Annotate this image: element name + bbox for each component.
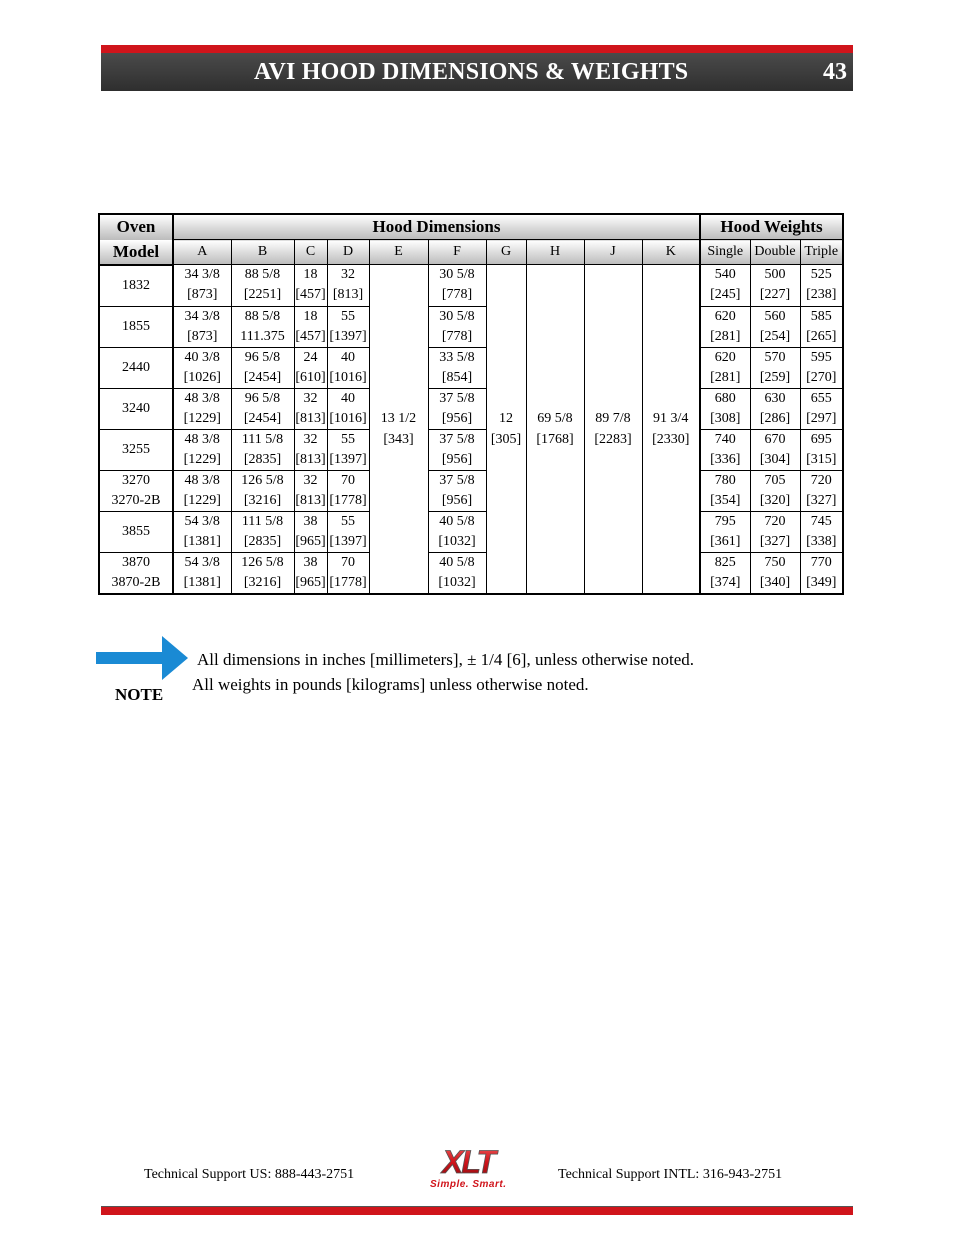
dim-cell-d: 32 [813] (327, 265, 369, 307)
table-row (99, 306, 843, 347)
dim-col-header: G (486, 240, 526, 265)
dim-cell-b: 96 5/8 [2454] (231, 347, 294, 388)
dim-cell-b: 126 5/8 [3216] (231, 470, 294, 511)
dim-cell-b: 111 5/8 [2835] (231, 429, 294, 470)
model-header-line2: Model (99, 240, 173, 265)
weight-cell-triple: 585 [265] (800, 306, 843, 347)
weight-cell-double: 750 [340] (750, 552, 800, 594)
dim-cell-a: 54 3/8 [1381] (173, 511, 231, 552)
weight-cell-triple: 720 [327] (800, 470, 843, 511)
weight-cell-single: 620 [281] (700, 306, 750, 347)
dim-cell-f: 40 5/8 [1032] (428, 552, 486, 594)
dim-cell-b: 111 5/8 [2835] (231, 511, 294, 552)
dim-cell-c: 18 [457] (294, 306, 327, 347)
dim-cell-f: 37 5/8 [956] (428, 429, 486, 470)
hood-weights-header: Hood Weights (700, 214, 843, 240)
dim-cell-g: 12 [305] (486, 265, 526, 594)
dim-cell-b: 88 5/8 111.375 (231, 306, 294, 347)
dim-col-header: A (173, 240, 231, 265)
dim-cell-a: 48 3/8 [1229] (173, 429, 231, 470)
dim-cell-d: 55 [1397] (327, 511, 369, 552)
weight-cell-triple: 695 [315] (800, 429, 843, 470)
dim-col-header: F (428, 240, 486, 265)
dim-cell-k: 91 3/4 [2330] (642, 265, 700, 594)
hood-dimensions-table (98, 213, 844, 595)
model-cell: 3240 (99, 388, 173, 429)
svg-text:XLT: XLT (442, 1144, 495, 1180)
dim-cell-d: 40 [1016] (327, 388, 369, 429)
model-cell: 3855 (99, 511, 173, 552)
page-title: AVI HOOD DIMENSIONS & WEIGHTS (254, 59, 689, 85)
dim-cell-f: 37 5/8 [956] (428, 388, 486, 429)
weight-cell-triple: 655 [297] (800, 388, 843, 429)
dim-cell-f: 30 5/8 [778] (428, 306, 486, 347)
dim-cell-j: 89 7/8 [2283] (584, 265, 642, 594)
logo-tagline: Simple. Smart. (430, 1179, 507, 1190)
dim-cell-f: 30 5/8 [778] (428, 265, 486, 307)
dim-cell-a: 48 3/8 [1229] (173, 388, 231, 429)
table-row (99, 388, 843, 429)
dim-cell-d: 70 [1778] (327, 552, 369, 594)
model-cell: 2440 (99, 347, 173, 388)
table-row (99, 470, 843, 511)
dim-col-header: J (584, 240, 642, 265)
table-row (99, 347, 843, 388)
weight-cell-double: 630 [286] (750, 388, 800, 429)
dim-cell-c: 32 [813] (294, 470, 327, 511)
table-row (99, 429, 843, 470)
weight-cell-single: 680 [308] (700, 388, 750, 429)
weight-cell-triple: 745 [338] (800, 511, 843, 552)
model-cell: 1855 (99, 306, 173, 347)
weight-cell-double: 705 [320] (750, 470, 800, 511)
model-header: Oven (99, 214, 173, 240)
weight-cell-double: 720 [327] (750, 511, 800, 552)
support-intl: Technical Support INTL: 316-943-2751 (558, 1167, 783, 1182)
dim-cell-a: 40 3/8 [1026] (173, 347, 231, 388)
weight-col-header: Double (750, 240, 800, 265)
dim-cell-c: 38 [965] (294, 552, 327, 594)
weight-cell-triple: 595 [270] (800, 347, 843, 388)
note-dimensions: All dimensions in inches [millimeters], ± 1/4 [6], unless otherwise noted. (197, 650, 695, 669)
dim-cell-b: 88 5/8 [2251] (231, 265, 294, 307)
page-number: 43 (823, 59, 847, 85)
table-row (99, 552, 843, 594)
weight-cell-double: 560 [254] (750, 306, 800, 347)
dim-col-header: C (294, 240, 327, 265)
weight-cell-double: 670 [304] (750, 429, 800, 470)
dim-col-header: K (642, 240, 700, 265)
dim-cell-b: 96 5/8 [2454] (231, 388, 294, 429)
weight-cell-double: 500 [227] (750, 265, 800, 307)
dim-col-header: E (369, 240, 428, 265)
note-label: NOTE (115, 685, 164, 704)
weight-cell-single: 795 [361] (700, 511, 750, 552)
dim-cell-b: 126 5/8 [3216] (231, 552, 294, 594)
weight-cell-triple: 525 [238] (800, 265, 843, 307)
dim-cell-f: 40 5/8 [1032] (428, 511, 486, 552)
model-cell: 3270 3270-2B (99, 470, 173, 511)
dim-cell-c: 32 [813] (294, 388, 327, 429)
weight-col-header: Triple (800, 240, 843, 265)
table-row (99, 265, 843, 307)
dim-cell-d: 40 [1016] (327, 347, 369, 388)
dim-cell-a: 34 3/8 [873] (173, 306, 231, 347)
dim-cell-a: 48 3/8 [1229] (173, 470, 231, 511)
weight-cell-single: 620 [281] (700, 347, 750, 388)
dim-cell-c: 32 [813] (294, 429, 327, 470)
dim-cell-d: 55 [1397] (327, 429, 369, 470)
weight-cell-triple: 770 [349] (800, 552, 843, 594)
hood-dimensions-header: Hood Dimensions (173, 214, 700, 240)
dim-cell-c: 24 [610] (294, 347, 327, 388)
dim-col-header: D (327, 240, 369, 265)
dim-cell-a: 34 3/8 [873] (173, 265, 231, 307)
dim-cell-h: 69 5/8 [1768] (526, 265, 584, 594)
model-cell: 3870 3870-2B (99, 552, 173, 594)
model-cell: 3255 (99, 429, 173, 470)
dim-cell-e: 13 1/2 [343] (369, 265, 428, 594)
header-red-stripe (101, 45, 853, 53)
dim-cell-f: 37 5/8 [956] (428, 470, 486, 511)
weight-cell-single: 825 [374] (700, 552, 750, 594)
support-us: Technical Support US: 888-443-2751 (144, 1167, 355, 1182)
dim-cell-c: 38 [965] (294, 511, 327, 552)
model-cell: 1832 (99, 265, 173, 307)
dim-col-header: H (526, 240, 584, 265)
weight-cell-double: 570 [259] (750, 347, 800, 388)
dim-cell-d: 70 [1778] (327, 470, 369, 511)
dim-cell-f: 33 5/8 [854] (428, 347, 486, 388)
dim-cell-d: 55 [1397] (327, 306, 369, 347)
dim-col-header: B (231, 240, 294, 265)
weight-cell-single: 540 [245] (700, 265, 750, 307)
table-row (99, 511, 843, 552)
footer-red-stripe (101, 1206, 853, 1215)
dim-cell-a: 54 3/8 [1381] (173, 552, 231, 594)
dim-cell-c: 18 [457] (294, 265, 327, 307)
weight-cell-single: 740 [336] (700, 429, 750, 470)
weight-col-header: Single (700, 240, 750, 265)
weight-cell-single: 780 [354] (700, 470, 750, 511)
note-weights: All weights in pounds [kilograms] unless otherwise noted. (192, 675, 589, 694)
arrow-right-icon (96, 636, 188, 680)
